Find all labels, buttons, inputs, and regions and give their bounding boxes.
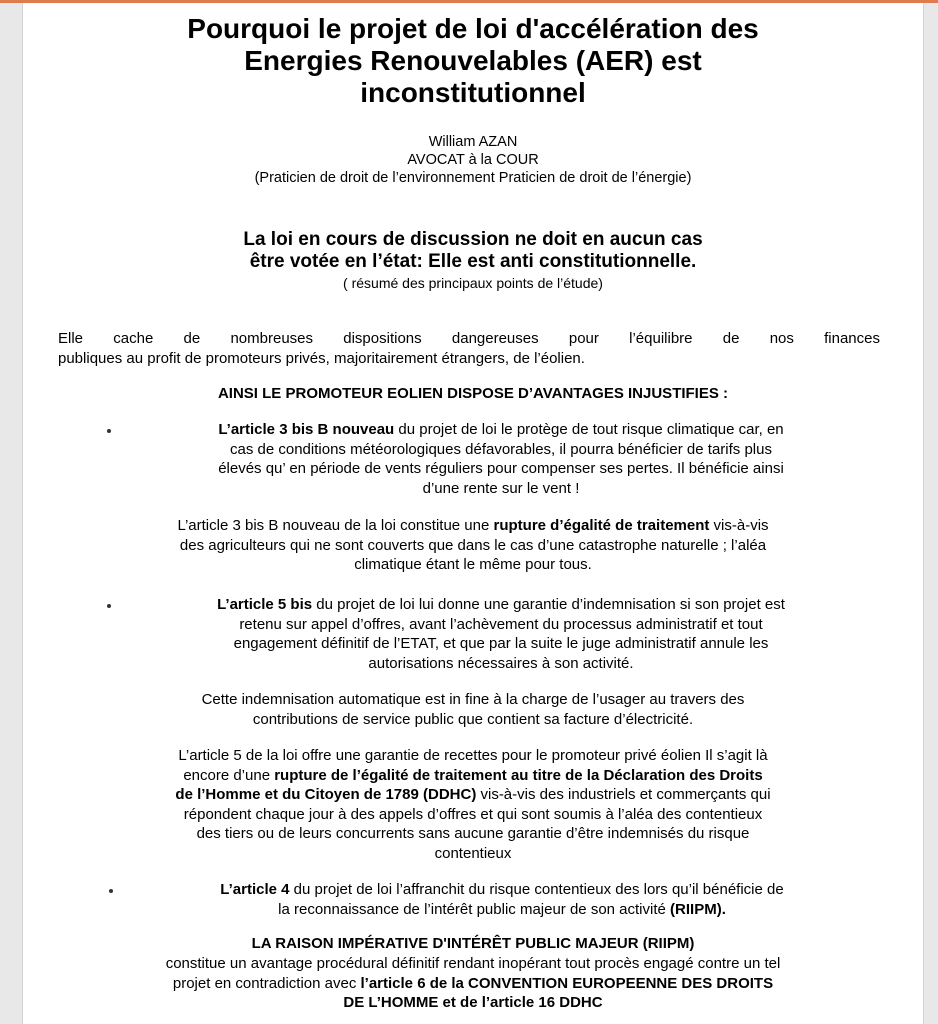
title-line: Pourquoi le projet de loi d'accélération des <box>187 13 759 44</box>
text-line: cas de conditions météorologiques défavorables, il pourra bénéficier de tarifs plus <box>230 440 772 458</box>
text-line: constitue un avantage procédural définitif rendant inopérant tout procès engagé contre un tel <box>165 955 781 972</box>
text-line: engagement définitif de l’ETAT, et que par la suite le juge administratif annule les <box>233 635 769 652</box>
bullet-article-3bisB <box>115 420 887 498</box>
bullet-bold-lead: L’article 5 bis <box>217 596 313 613</box>
text-run: du projet de loi l’affranchit du risque contentieux des lors qu’il bénéficie de <box>289 881 784 898</box>
bold-run: rupture d’égalité de traitement <box>493 517 710 534</box>
bullet-article-4 <box>117 880 887 919</box>
text-line: climatique étant le même pour tous. <box>354 556 592 573</box>
text-line: contentieux <box>434 844 512 862</box>
author-block <box>23 133 923 187</box>
text-line: autorisations nécessaires à son activité. <box>368 654 634 672</box>
text-line: répondent chaque jour à des appels d’offres et qui sont soumis à l’aléa des contentieux <box>183 805 763 823</box>
paragraph-article-5 <box>53 746 893 863</box>
text-run: du projet de loi le protège de tout risque climatique car, en <box>394 421 784 438</box>
section-heading: AINSI LE PROMOTEUR EOLIEN DISPOSE D’AVANTAGES INJUSTIFIES : <box>217 385 729 402</box>
author-name: William AZAN <box>428 134 518 150</box>
bold-run: l’article 6 de la CONVENTION EUROPEENNE DES DROITS <box>360 974 774 992</box>
text-run: vis-à-vis des industriels et commerçants qui <box>476 786 771 803</box>
headline-subtitle: ( résumé des principaux points de l’étude) <box>343 275 603 291</box>
text-run: encore d’une <box>183 766 275 784</box>
text-line: élevés qu’ en période de vents réguliers pour compenser ses pertes. Il bénéficie ainsi <box>218 460 784 477</box>
headline <box>23 229 923 273</box>
text-run: L’article 3 bis B nouveau de la loi constitue une <box>177 517 494 534</box>
bullet-bold-lead: L’article 3 bis B nouveau <box>218 421 395 438</box>
text-run: projet en contradiction avec <box>172 974 361 992</box>
bullet-bold-lead: L’article 4 <box>220 881 290 898</box>
text-line: publiques au profit de promoteurs privés, majoritairement étrangers, de l’éolien. <box>58 349 585 367</box>
text-line: Cette indemnisation automatique est in fine à la charge de l’usager au travers des <box>201 691 745 708</box>
text-run: vis-à-vis <box>709 517 769 534</box>
paragraph-indemnisation <box>63 690 883 729</box>
text-run: la reconnaissance de l’intérêt public majeur de son activité <box>278 900 671 918</box>
bold-run: de l’Homme et du Citoyen de 1789 (DDHC) <box>175 786 477 803</box>
paragraph-riipm <box>43 954 903 1013</box>
text-line: des agriculteurs qui ne sont couverts que dans le cas d’une catastrophe naturelle ; l’aléa <box>179 536 767 554</box>
intro-paragraph <box>58 329 880 368</box>
bullet-icon <box>107 604 111 608</box>
title-line: Energies Renouvelables (AER) est <box>244 45 702 76</box>
bullet-article-5bis <box>115 595 887 673</box>
text-line: retenu sur appel d’offres, avant l’achèvement du processus administratif et tout <box>239 615 763 633</box>
text-line: contributions de service public que contient sa facture d’électricité. <box>252 710 694 728</box>
headline-line: être votée en l’état: Elle est anti constitutionnelle. <box>249 251 697 272</box>
bullet-icon <box>109 889 113 893</box>
text-line: Elle cache de nombreuses dispositions dangereuses pour l’équilibre de nos finances <box>58 330 880 347</box>
bold-line: DE L’HOMME et de l’article 16 DDHC <box>343 994 603 1011</box>
bold-run: rupture de l’égalité de traitement au titre de la Déclaration des Droits <box>274 766 763 784</box>
section-heading: LA RAISON IMPÉRATIVE D'INTÉRÊT PUBLIC MAJEUR (RIIPM) <box>251 935 695 952</box>
headline-line: La loi en cours de discussion ne doit en aucun cas <box>243 229 703 250</box>
text-line: des tiers ou de leurs concurrents sans aucune garantie d’être indemnisés du risque <box>196 825 750 842</box>
author-specialty: (Praticien de droit de l’environnement Praticien de droit de l’énergie) <box>254 170 692 186</box>
bullet-icon <box>107 429 111 433</box>
paragraph-rupture-egalite <box>53 516 893 575</box>
text-line: L’article 5 de la loi offre une garantie de recettes pour le promoteur privé éolien Il s’agit là <box>178 747 768 764</box>
author-role: AVOCAT à la COUR <box>407 152 539 168</box>
title-line: inconstitutionnel <box>360 77 586 108</box>
document-title <box>23 13 923 109</box>
text-run: du projet de loi lui donne une garantie d’indemnisation si son projet est <box>312 596 785 613</box>
text-line: d’une rente sur le vent ! <box>422 479 580 497</box>
bold-run: (RIIPM). <box>670 900 726 918</box>
document-page <box>22 3 924 1024</box>
